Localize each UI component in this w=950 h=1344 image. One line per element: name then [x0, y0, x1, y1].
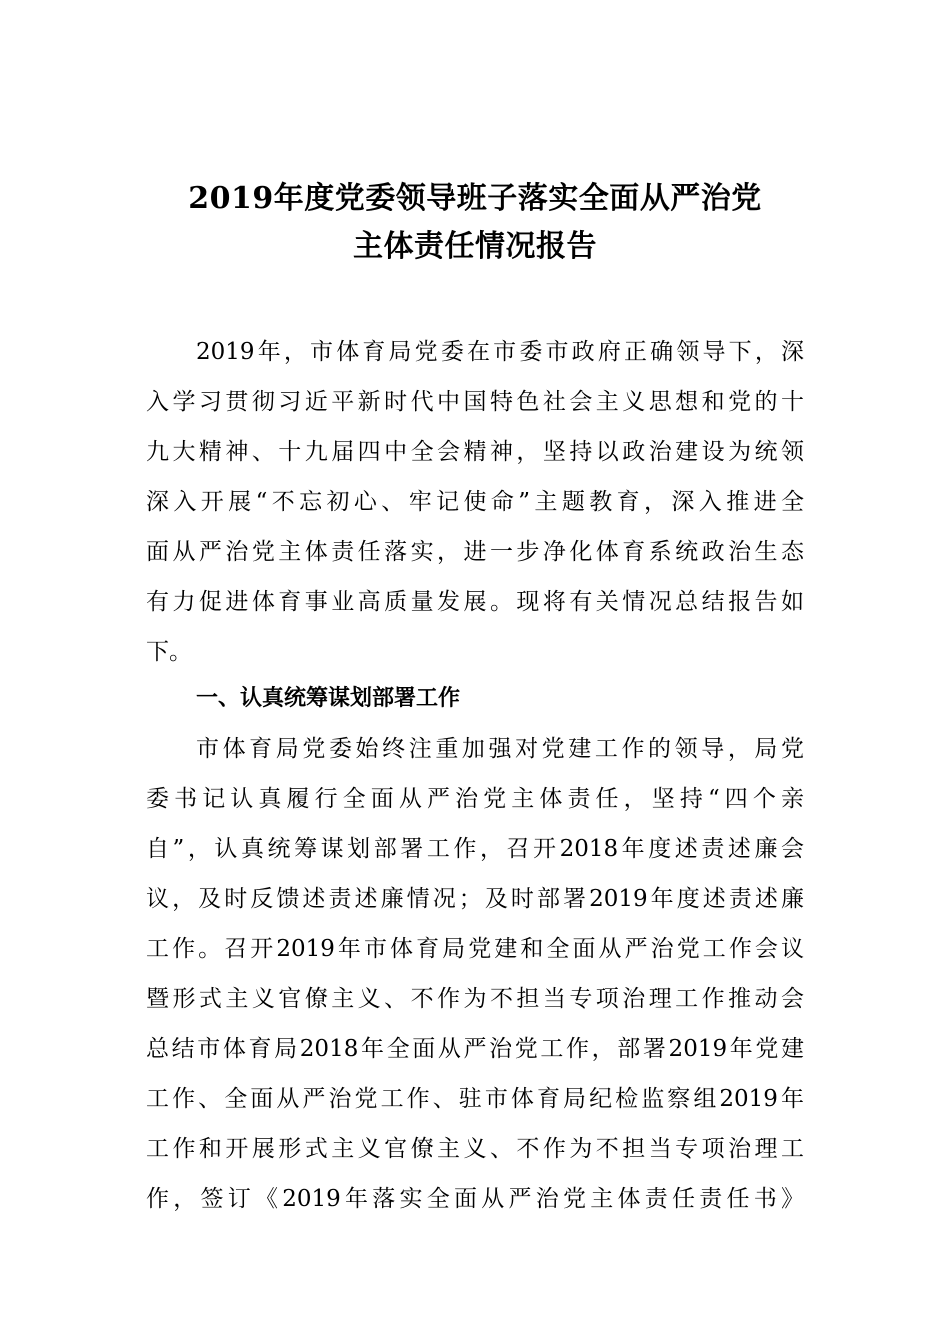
paragraph-line: 工作和开展形式主义官僚主义、不作为不担当专项治理工	[146, 1136, 804, 1162]
paragraph-line: 下。	[146, 639, 192, 665]
paragraph-line: 市体育局党委始终注重加强对党建工作的领导，局党	[196, 736, 804, 762]
paragraph-line: 2019年，市体育局党委在市委市政府正确领导下，深	[196, 339, 804, 365]
paragraph-line: 自”，认真统筹谋划部署工作，召开2018年度述责述廉会	[146, 836, 804, 862]
paragraph-line: 暨形式主义官僚主义、不作为不担当专项治理工作推动会	[146, 986, 804, 1012]
section-heading: 一、认真统筹谋划部署工作	[196, 686, 461, 711]
paragraph-line: 入学习贯彻习近平新时代中国特色社会主义思想和党的十	[146, 389, 804, 415]
paragraph-line: 九大精神、十九届四中全会精神，坚持以政治建设为统领	[146, 439, 804, 465]
paragraph-line: 工作。召开2019年市体育局党建和全面从严治党工作会议	[146, 936, 804, 962]
document-title-line-2: 主体责任情况报告	[353, 229, 597, 264]
paragraph-line: 总结市体育局2018年全面从严治党工作，部署2019年党建	[146, 1036, 804, 1062]
paragraph-line: 深入开展“不忘初心、牢记使命”主题教育，深入推进全	[146, 489, 804, 515]
document-title-line-1: 2019年度党委领导班子落实全面从严治党	[188, 181, 762, 216]
paragraph-line: 议，及时反馈述责述廉情况；及时部署2019年度述责述廉	[146, 886, 804, 912]
paragraph-line: 面从严治党主体责任落实，进一步净化体育系统政治生态	[146, 539, 804, 565]
paragraph-line: 有力促进体育事业高质量发展。现将有关情况总结报告如	[146, 589, 804, 615]
paragraph-line: 委书记认真履行全面从严治党主体责任，坚持“四个亲	[146, 786, 804, 812]
paragraph-line: 作，签订《2019年落实全面从严治党主体责任责任书》	[146, 1186, 804, 1212]
paragraph-line: 工作、全面从严治党工作、驻市体育局纪检监察组2019年	[146, 1086, 804, 1112]
